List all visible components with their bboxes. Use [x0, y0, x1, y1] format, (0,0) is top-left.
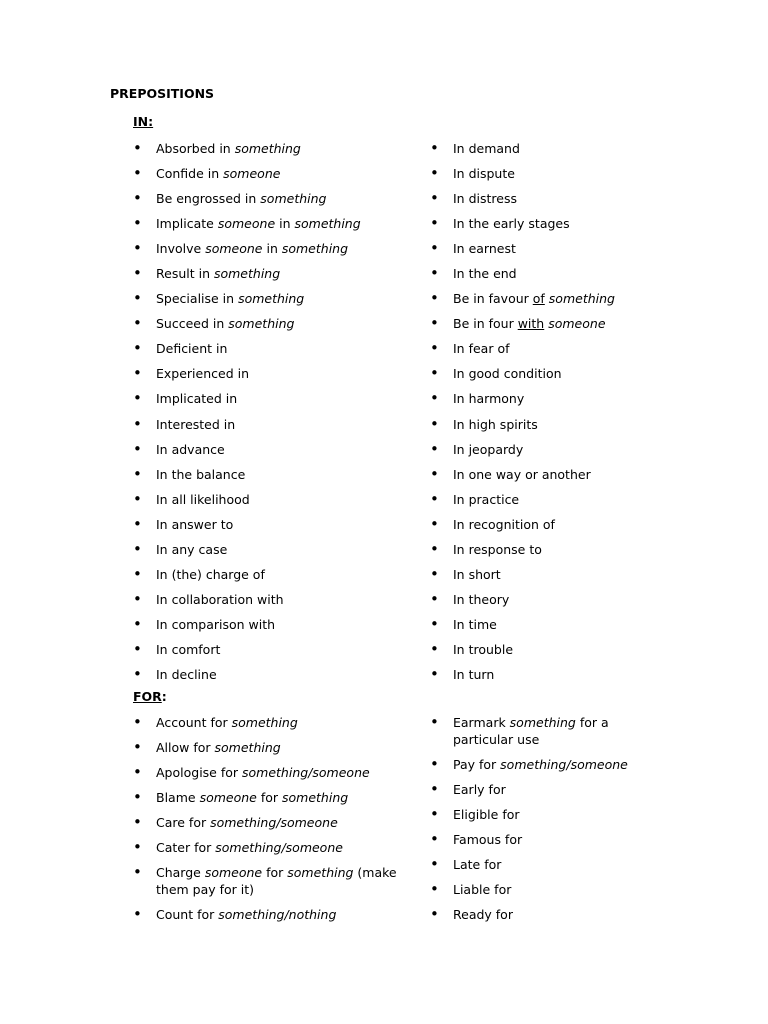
list-item	[430, 290, 670, 307]
item-text: Be in favour	[453, 291, 533, 307]
item-text: Implicate	[156, 216, 218, 232]
placeholder-word: something	[287, 865, 354, 881]
item-text: for a particular use	[453, 715, 609, 747]
item-text: Confide in	[156, 166, 224, 182]
item-text: Specialise in	[156, 291, 239, 307]
list-item	[133, 814, 408, 831]
placeholder-word: something	[213, 266, 281, 282]
list-item	[133, 864, 408, 898]
list-item	[430, 756, 670, 773]
item-text: Earmark	[453, 715, 510, 730]
list-item	[430, 906, 670, 923]
placeholder-word: something	[282, 790, 349, 806]
in-list-right	[430, 140, 670, 691]
item-text: Implicated in	[156, 391, 238, 407]
list-item	[133, 541, 408, 558]
list-item	[430, 591, 670, 608]
item-text: In short	[453, 566, 501, 582]
underlined-word: with	[517, 316, 545, 332]
item-text: Be in four	[453, 316, 518, 332]
item-text: Be engrossed in	[156, 191, 261, 207]
list-item	[133, 641, 408, 658]
list-item	[133, 165, 408, 182]
placeholder-word: something/someone	[215, 840, 343, 856]
item-text: In comfort	[156, 641, 221, 657]
item-text: In dispute	[453, 166, 515, 182]
item-text: In jeopardy	[453, 441, 524, 457]
item-text: Ready for	[453, 907, 513, 923]
item-text: (make them pay for it)	[156, 865, 397, 898]
item-text: for	[262, 865, 288, 881]
list-item	[430, 441, 670, 458]
item-text: Early for	[453, 782, 506, 798]
item-text: In the end	[453, 266, 517, 282]
item-text: In harmony	[453, 391, 525, 407]
list-item	[430, 616, 670, 633]
item-text: In good condition	[453, 366, 562, 382]
list-item	[430, 856, 670, 873]
list-item	[430, 265, 670, 282]
item-text: In turn	[453, 666, 495, 682]
placeholder-word: something	[214, 740, 281, 756]
list-item	[133, 591, 408, 608]
item-text: In earnest	[453, 241, 516, 257]
placeholder-word: someone	[217, 216, 276, 232]
item-text: In trouble	[453, 641, 514, 657]
section-heading-in	[133, 114, 153, 129]
list-item	[133, 441, 408, 458]
list-item	[133, 265, 408, 282]
list-item	[133, 666, 408, 683]
item-text: In decline	[156, 666, 217, 682]
heading-for-label: FOR	[133, 689, 162, 704]
list-item	[133, 714, 408, 731]
underlined-word: of	[532, 291, 545, 307]
item-text: Blame	[156, 790, 200, 806]
page-title: PREPOSITIONS	[110, 86, 215, 101]
item-text: Apologise for	[156, 765, 242, 781]
list-item	[133, 215, 408, 232]
placeholder-word: someone	[205, 241, 263, 257]
item-text: In recognition of	[453, 516, 555, 532]
item-text: Liable for	[453, 882, 512, 898]
list-item	[430, 340, 670, 357]
item-text: In the early stages	[453, 216, 570, 232]
placeholder-word: something	[294, 216, 361, 232]
list-item	[430, 831, 670, 848]
list-item	[133, 315, 408, 332]
list-item	[430, 781, 670, 798]
item-text: In comparison with	[156, 616, 276, 632]
item-text: In one way or another	[453, 466, 591, 482]
item-text: Cater for	[156, 840, 216, 856]
list-item	[430, 240, 670, 257]
list-item	[430, 390, 670, 407]
list-item	[133, 416, 408, 433]
in-list-left	[133, 140, 408, 691]
item-text: In (the) charge of	[156, 566, 265, 582]
list-item	[133, 516, 408, 533]
item-text: Interested in	[156, 416, 236, 432]
list-item	[430, 215, 670, 232]
placeholder-word: something	[234, 141, 301, 156]
list-item	[430, 566, 670, 583]
list-item	[430, 466, 670, 483]
item-text: in	[275, 216, 295, 232]
item-text: In demand	[453, 141, 520, 156]
placeholder-word: something	[260, 191, 327, 207]
item-text: In distress	[453, 191, 517, 207]
placeholder-word: something/someone	[500, 757, 628, 773]
list-item	[430, 714, 670, 748]
placeholder-word: something/someone	[210, 815, 338, 831]
list-item	[430, 365, 670, 382]
placeholder-word: something/someone	[242, 765, 370, 781]
item-text: for	[256, 790, 282, 806]
list-item	[430, 416, 670, 433]
item-text: In advance	[156, 441, 225, 457]
item-text: Absorbed in	[156, 141, 235, 156]
placeholder-word: something	[231, 715, 298, 730]
item-text: In practice	[453, 491, 520, 507]
item-text: Care for	[156, 815, 211, 831]
item-text: In theory	[453, 591, 510, 607]
list-item	[133, 906, 408, 923]
item-text: In time	[453, 616, 497, 632]
list-item	[133, 240, 408, 257]
for-list-right	[430, 714, 670, 931]
item-text: Count for	[156, 907, 219, 923]
item-text: Late for	[453, 857, 502, 873]
list-item	[430, 491, 670, 508]
item-text: Account for	[156, 715, 232, 730]
placeholder-word: someone	[204, 865, 263, 881]
placeholder-word: something	[238, 291, 305, 307]
list-item	[430, 140, 670, 157]
placeholder-word: something	[509, 715, 576, 730]
list-item	[133, 491, 408, 508]
list-item	[133, 616, 408, 633]
placeholder-word: something	[228, 316, 295, 332]
list-item	[133, 190, 408, 207]
list-item	[133, 466, 408, 483]
list-item	[430, 516, 670, 533]
list-item	[133, 340, 408, 357]
list-item	[133, 390, 408, 407]
item-text: In the balance	[156, 466, 246, 482]
list-item	[430, 641, 670, 658]
item-text: Pay for	[453, 757, 501, 773]
section-heading-for	[133, 689, 167, 704]
list-item	[430, 806, 670, 823]
placeholder-word: something	[548, 291, 615, 307]
item-text: Succeed in	[156, 316, 229, 332]
list-item	[133, 365, 408, 382]
item-text: In all likelihood	[156, 491, 250, 507]
list-item	[133, 764, 408, 781]
item-text: In high spirits	[453, 416, 538, 432]
item-text: In response to	[453, 541, 542, 557]
item-text: in	[262, 241, 282, 257]
item-text: Result in	[156, 266, 214, 282]
item-text: Experienced in	[156, 366, 250, 382]
item-text: Eligible for	[453, 807, 520, 823]
item-text: In collaboration with	[156, 591, 284, 607]
heading-for-colon: :	[161, 689, 167, 704]
list-item	[133, 739, 408, 756]
list-item	[133, 566, 408, 583]
list-item	[133, 140, 408, 157]
placeholder-word: something/nothing	[218, 907, 337, 923]
placeholder-word: someone	[548, 316, 606, 332]
list-item	[430, 541, 670, 558]
list-item	[430, 315, 670, 332]
item-text: Deficient in	[156, 341, 228, 357]
list-item	[430, 190, 670, 207]
item-text: Charge	[156, 865, 205, 881]
item-text: In answer to	[156, 516, 234, 532]
heading-in-label: IN:	[133, 114, 154, 129]
placeholder-word: something	[281, 241, 349, 257]
for-list-left	[133, 714, 408, 931]
list-item	[133, 839, 408, 856]
list-item	[430, 165, 670, 182]
list-item	[430, 666, 670, 683]
item-text: Allow for	[156, 740, 215, 756]
item-text: Famous for	[453, 832, 523, 848]
item-text: In any case	[156, 541, 228, 557]
list-item	[430, 881, 670, 898]
placeholder-word: someone	[199, 790, 257, 806]
list-item	[133, 290, 408, 307]
placeholder-word: someone	[223, 166, 281, 182]
item-text: Involve	[156, 241, 206, 257]
list-item	[133, 789, 408, 806]
item-text: In fear of	[453, 341, 510, 357]
